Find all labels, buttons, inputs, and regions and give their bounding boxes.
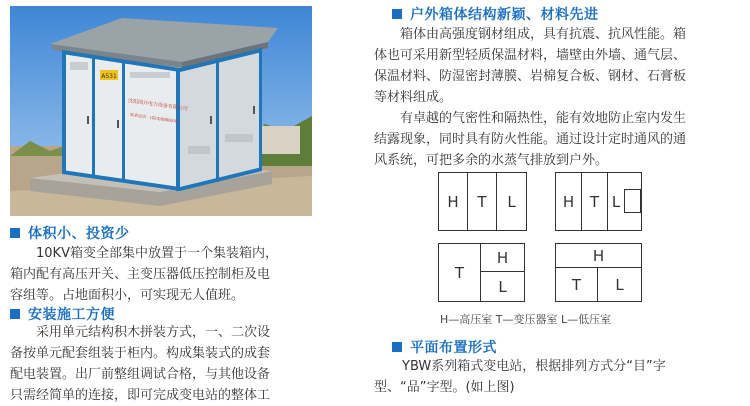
diagram-cell-h: H	[556, 173, 582, 230]
text-line: 容组等。占地面积小，可实现无人值班。	[10, 288, 245, 303]
heading-bullet-icon	[10, 228, 20, 238]
diagram-cell-box	[624, 189, 641, 213]
paragraph-layout	[374, 356, 746, 398]
heading-outdoor	[392, 4, 599, 24]
diagram-cell-l: L	[611, 192, 621, 211]
paragraph-install	[10, 322, 310, 406]
layout-diagram-2	[555, 172, 642, 231]
heading-small	[10, 223, 130, 243]
diagram-cell-l: L	[498, 277, 507, 296]
diagram-cell-h: H	[556, 244, 641, 268]
heading-bullet-icon	[10, 309, 20, 319]
text-line: 只需经简单的连接，即可完成变电站的整体工	[10, 388, 271, 403]
text-line: YBW系列箱式变电站，根据排列方式分“目”字	[402, 359, 666, 374]
text-line: 型、“品”字型。(如上图)	[374, 380, 515, 395]
heading-layout	[392, 337, 497, 357]
cabinet-phone-text: 联系电话：(024)8866XXX	[129, 112, 180, 124]
heading-install-text: 安装施工方便	[28, 307, 115, 323]
text-line: 体也可采用新型轻质保温材料，墙壁由外墙、通气层、	[374, 48, 687, 63]
text-line: 有卓越的气密性和隔热性，能有效地防止室内发生	[400, 111, 687, 126]
diagram-legend: H—高压室 T—变压器室 L—低压室	[440, 313, 612, 326]
heading-bullet-icon	[392, 9, 402, 19]
diagram-cell-t: T	[582, 173, 608, 230]
text-line: 10KV箱变全部集中放置于一个集装箱内，	[36, 246, 278, 261]
substation-photo	[10, 6, 312, 216]
text-line: 等材料组成。	[374, 90, 453, 105]
layout-diagram-3	[438, 243, 525, 302]
heading-layout-text: 平面布置形式	[410, 340, 497, 356]
text-line: 箱内配有高压开关、主变压器低压控制柜及电	[10, 267, 271, 282]
heading-bullet-icon	[392, 342, 402, 352]
heading-outdoor-text: 户外箱体结构新颖、材料先进	[410, 7, 599, 23]
text-line: 风系统，可把多余的水蒸气排放到户外。	[374, 153, 609, 168]
cabinet-company-text: 沈阳国开电力设备有限公司	[127, 98, 188, 113]
heading-small-text: 体积小、投资少	[28, 226, 130, 242]
diagram-cell-l: L	[507, 192, 516, 211]
layout-diagram-1	[438, 172, 527, 231]
text-line: 备按单元配套组装于柜内。构成集装式的成套	[10, 346, 271, 361]
text-line: 保温材料、防湿密封薄膜、岩棉复合板、钢材、石膏板	[374, 69, 687, 84]
diagram-cell-h: H	[481, 244, 524, 272]
text-line: 箱体由高强度钢材组成，具有抗震、抗风性能。箱	[400, 27, 687, 42]
diagram-cell-t: T	[556, 268, 598, 301]
diagram-cell-h: H	[439, 173, 468, 230]
layout-diagram-4	[555, 243, 642, 302]
diagram-cell-t: T	[468, 173, 497, 230]
text-line: 配电装置。出厂前整组调试合格，与其他设备	[10, 367, 271, 382]
panel-sign: A531	[101, 73, 117, 80]
text-line: 结露现象，同时具有防火性能。通过设计定时通风的通	[374, 132, 687, 147]
heading-install	[10, 304, 115, 324]
paragraph-outdoor	[374, 24, 746, 171]
diagram-cell-t: T	[439, 244, 481, 301]
text-line: 采用单元结构积木拼装方式，一、二次设	[36, 325, 271, 340]
diagram-cell-l: L	[615, 275, 624, 294]
paragraph-small	[10, 243, 310, 306]
